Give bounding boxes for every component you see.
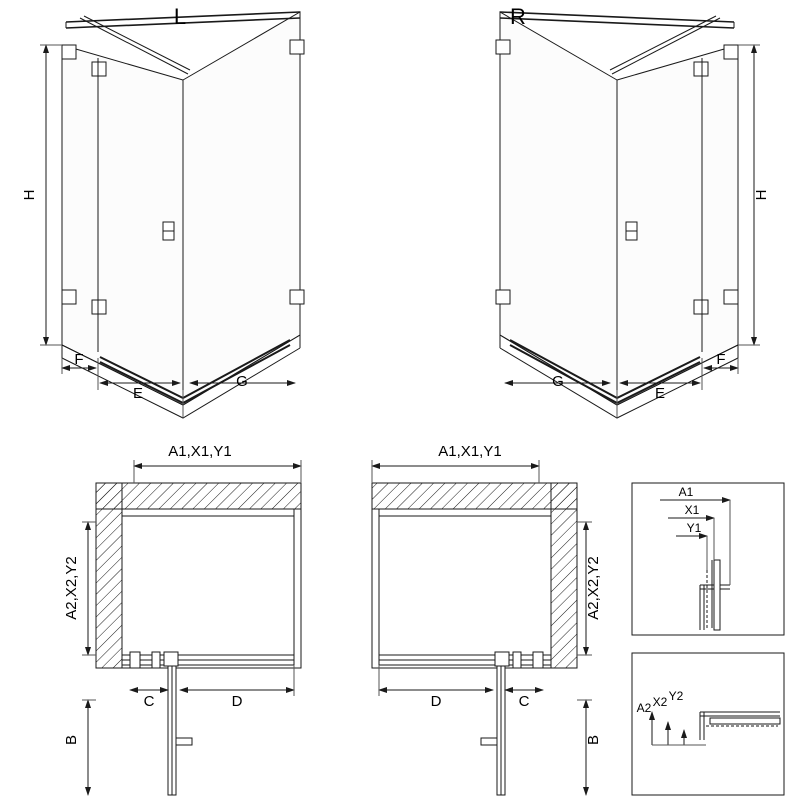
dim-f-left: F — [74, 351, 84, 368]
detail-label-a2: A2 — [636, 701, 652, 715]
left-version-3d-view — [62, 12, 304, 418]
height-label-left: H — [21, 189, 38, 201]
plan-left-dim-c: C — [143, 693, 155, 710]
detail-label-y1: Y1 — [686, 521, 702, 535]
detail-label-y2: Y2 — [668, 689, 684, 703]
detail-label-x2: X2 — [652, 695, 668, 709]
plan-right-dim-d: D — [430, 693, 442, 710]
height-dimension-left — [40, 45, 62, 345]
height-label-right: H — [753, 189, 770, 201]
plan-left-dim-d: D — [231, 693, 243, 710]
plan-right-dim-b: B — [585, 734, 602, 746]
plan-right-top-dim: A1,X1,Y1 — [438, 443, 502, 460]
left-version-plan-view — [96, 483, 301, 795]
right-version-plan-view — [372, 483, 577, 795]
detail-horizontal-dimensions — [632, 483, 784, 635]
dim-e-right: E — [654, 385, 666, 402]
left-handing-label: L — [173, 4, 187, 29]
dim-g-right: G — [552, 373, 564, 390]
detail-label-x1: X1 — [684, 503, 700, 517]
plan-right-dim-c: C — [518, 693, 530, 710]
right-handing-label: R — [510, 4, 526, 29]
right-version-3d-view — [496, 12, 738, 418]
plan-right-side-dim: A2,X2,Y2 — [585, 556, 602, 620]
detail-vertical-dimensions — [632, 653, 784, 795]
dim-g-left: G — [236, 373, 248, 390]
dim-e-left: E — [132, 385, 144, 402]
plan-left-side-dim: A2,X2,Y2 — [63, 556, 80, 620]
plan-left-top-dim: A1,X1,Y1 — [168, 443, 232, 460]
plan-left-dim-b: B — [63, 734, 80, 746]
detail-label-a1: A1 — [678, 485, 694, 499]
dim-f-right: F — [716, 351, 726, 368]
